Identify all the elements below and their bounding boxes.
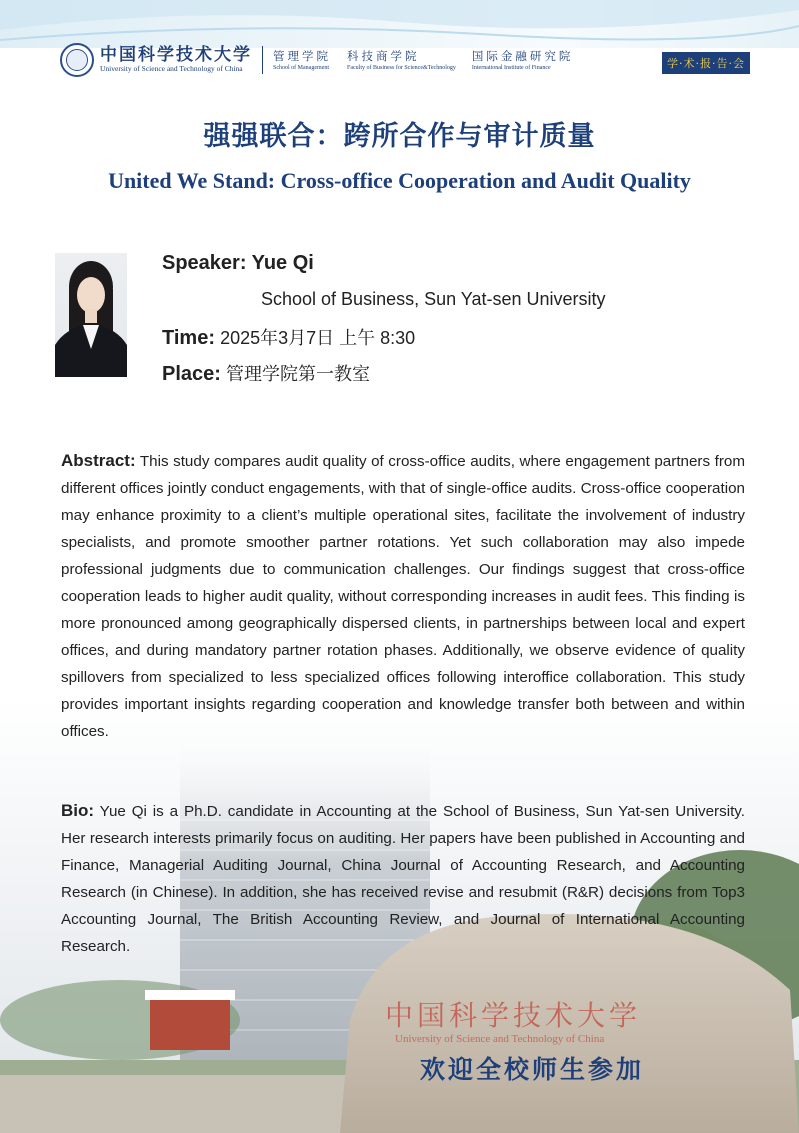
page-title-en: United We Stand: Cross-office Cooperation and Audit Quality bbox=[108, 168, 691, 193]
school-name-cn: 科技商学院 bbox=[347, 49, 420, 63]
school-management bbox=[273, 48, 331, 72]
university-logo bbox=[100, 46, 252, 74]
university-name-en: University of Science and Technology of China bbox=[100, 64, 243, 73]
university-emblem-icon bbox=[60, 43, 94, 77]
school-business bbox=[347, 48, 456, 72]
time-value: 2025年3月7日 上午 8:30 bbox=[220, 328, 416, 348]
school-name-cn: 国际金融研究院 bbox=[471, 49, 574, 63]
abstract-label: Abstract: bbox=[61, 451, 136, 470]
school-finance bbox=[472, 48, 574, 72]
place-value: 管理学院第一教室 bbox=[226, 364, 371, 384]
time-label: Time: bbox=[162, 327, 215, 349]
school-name-cn: 管理学院 bbox=[273, 49, 331, 63]
welcome-message: 欢迎全校师生参加 bbox=[420, 1055, 645, 1084]
speaker-affiliation: School of Business, Sun Yat-sen University bbox=[261, 289, 606, 309]
speaker-portrait bbox=[55, 253, 127, 377]
school-name-en: Faculty of Business for Science&Technology bbox=[347, 65, 456, 71]
svg-text:University of Science and Tech: University of Science and Technology of China bbox=[395, 1033, 605, 1045]
place-row bbox=[162, 360, 370, 386]
header-divider bbox=[262, 46, 263, 74]
time-row bbox=[162, 324, 415, 350]
abstract-section bbox=[61, 447, 745, 745]
university-name-cn: 中国科学技术大学 bbox=[100, 45, 252, 65]
bio-label: Bio: bbox=[61, 801, 95, 820]
speaker-name: Yue Qi bbox=[251, 252, 314, 274]
school-name-en: School of Management bbox=[273, 65, 329, 71]
speaker-label: Speaker: bbox=[162, 252, 247, 274]
place-label: Place: bbox=[162, 363, 221, 385]
page-title-cn: 强强联合：跨所合作与审计质量 bbox=[203, 121, 596, 152]
abstract-text: This study compares audit quality of cross-office audits, where engagement partners from different offices jointly conduct engagements, with that of single-office audits. Cross-office cooperation may enhance proximity to a client’s multiple operational sites, facilitate the involvement of industry specialists, and promote smoother partner rotations. Yet such collaboration may also impede professional judgments due to communication challenges. Our findings suggest that cross-office cooperation leads to higher audit quality, without corresponding increases in audit fees. This finding is more pronounced among geographically dispersed clients, in partnerships between local and expert offices, and during mandatory partner rotation phases. Additionally, we observe evidence of quality spillovers from specialized to less specialized offices following interoffice collaboration. This study provides important insights regarding cooperation and knowledge transfer both between and within offices. bbox=[61, 453, 745, 740]
lecture-badge: 学·术·报·告·会 bbox=[662, 52, 750, 74]
header-bar bbox=[60, 40, 750, 80]
speaker-row bbox=[162, 252, 314, 275]
bio-text: Yue Qi is a Ph.D. candidate in Accounting at the School of Business, Sun Yat-sen University. Her research interests primarily focus on auditing. Her papers have been published in Accounting and Finance, Managerial Auditing Journal, China Journal of Accounting Research, and Accounting Research (in Chinese). In addition, she has received revise and resubmit (R&R) decisions from Top3 Accounting Journal, The British Accounting Review, and Journal of International Accounting Research. bbox=[61, 803, 745, 955]
svg-text:中国科学技术大学: 中国科学技术大学 bbox=[385, 999, 642, 1032]
school-name-en: International Institute of Finance bbox=[471, 65, 551, 71]
bio-section bbox=[61, 797, 745, 960]
